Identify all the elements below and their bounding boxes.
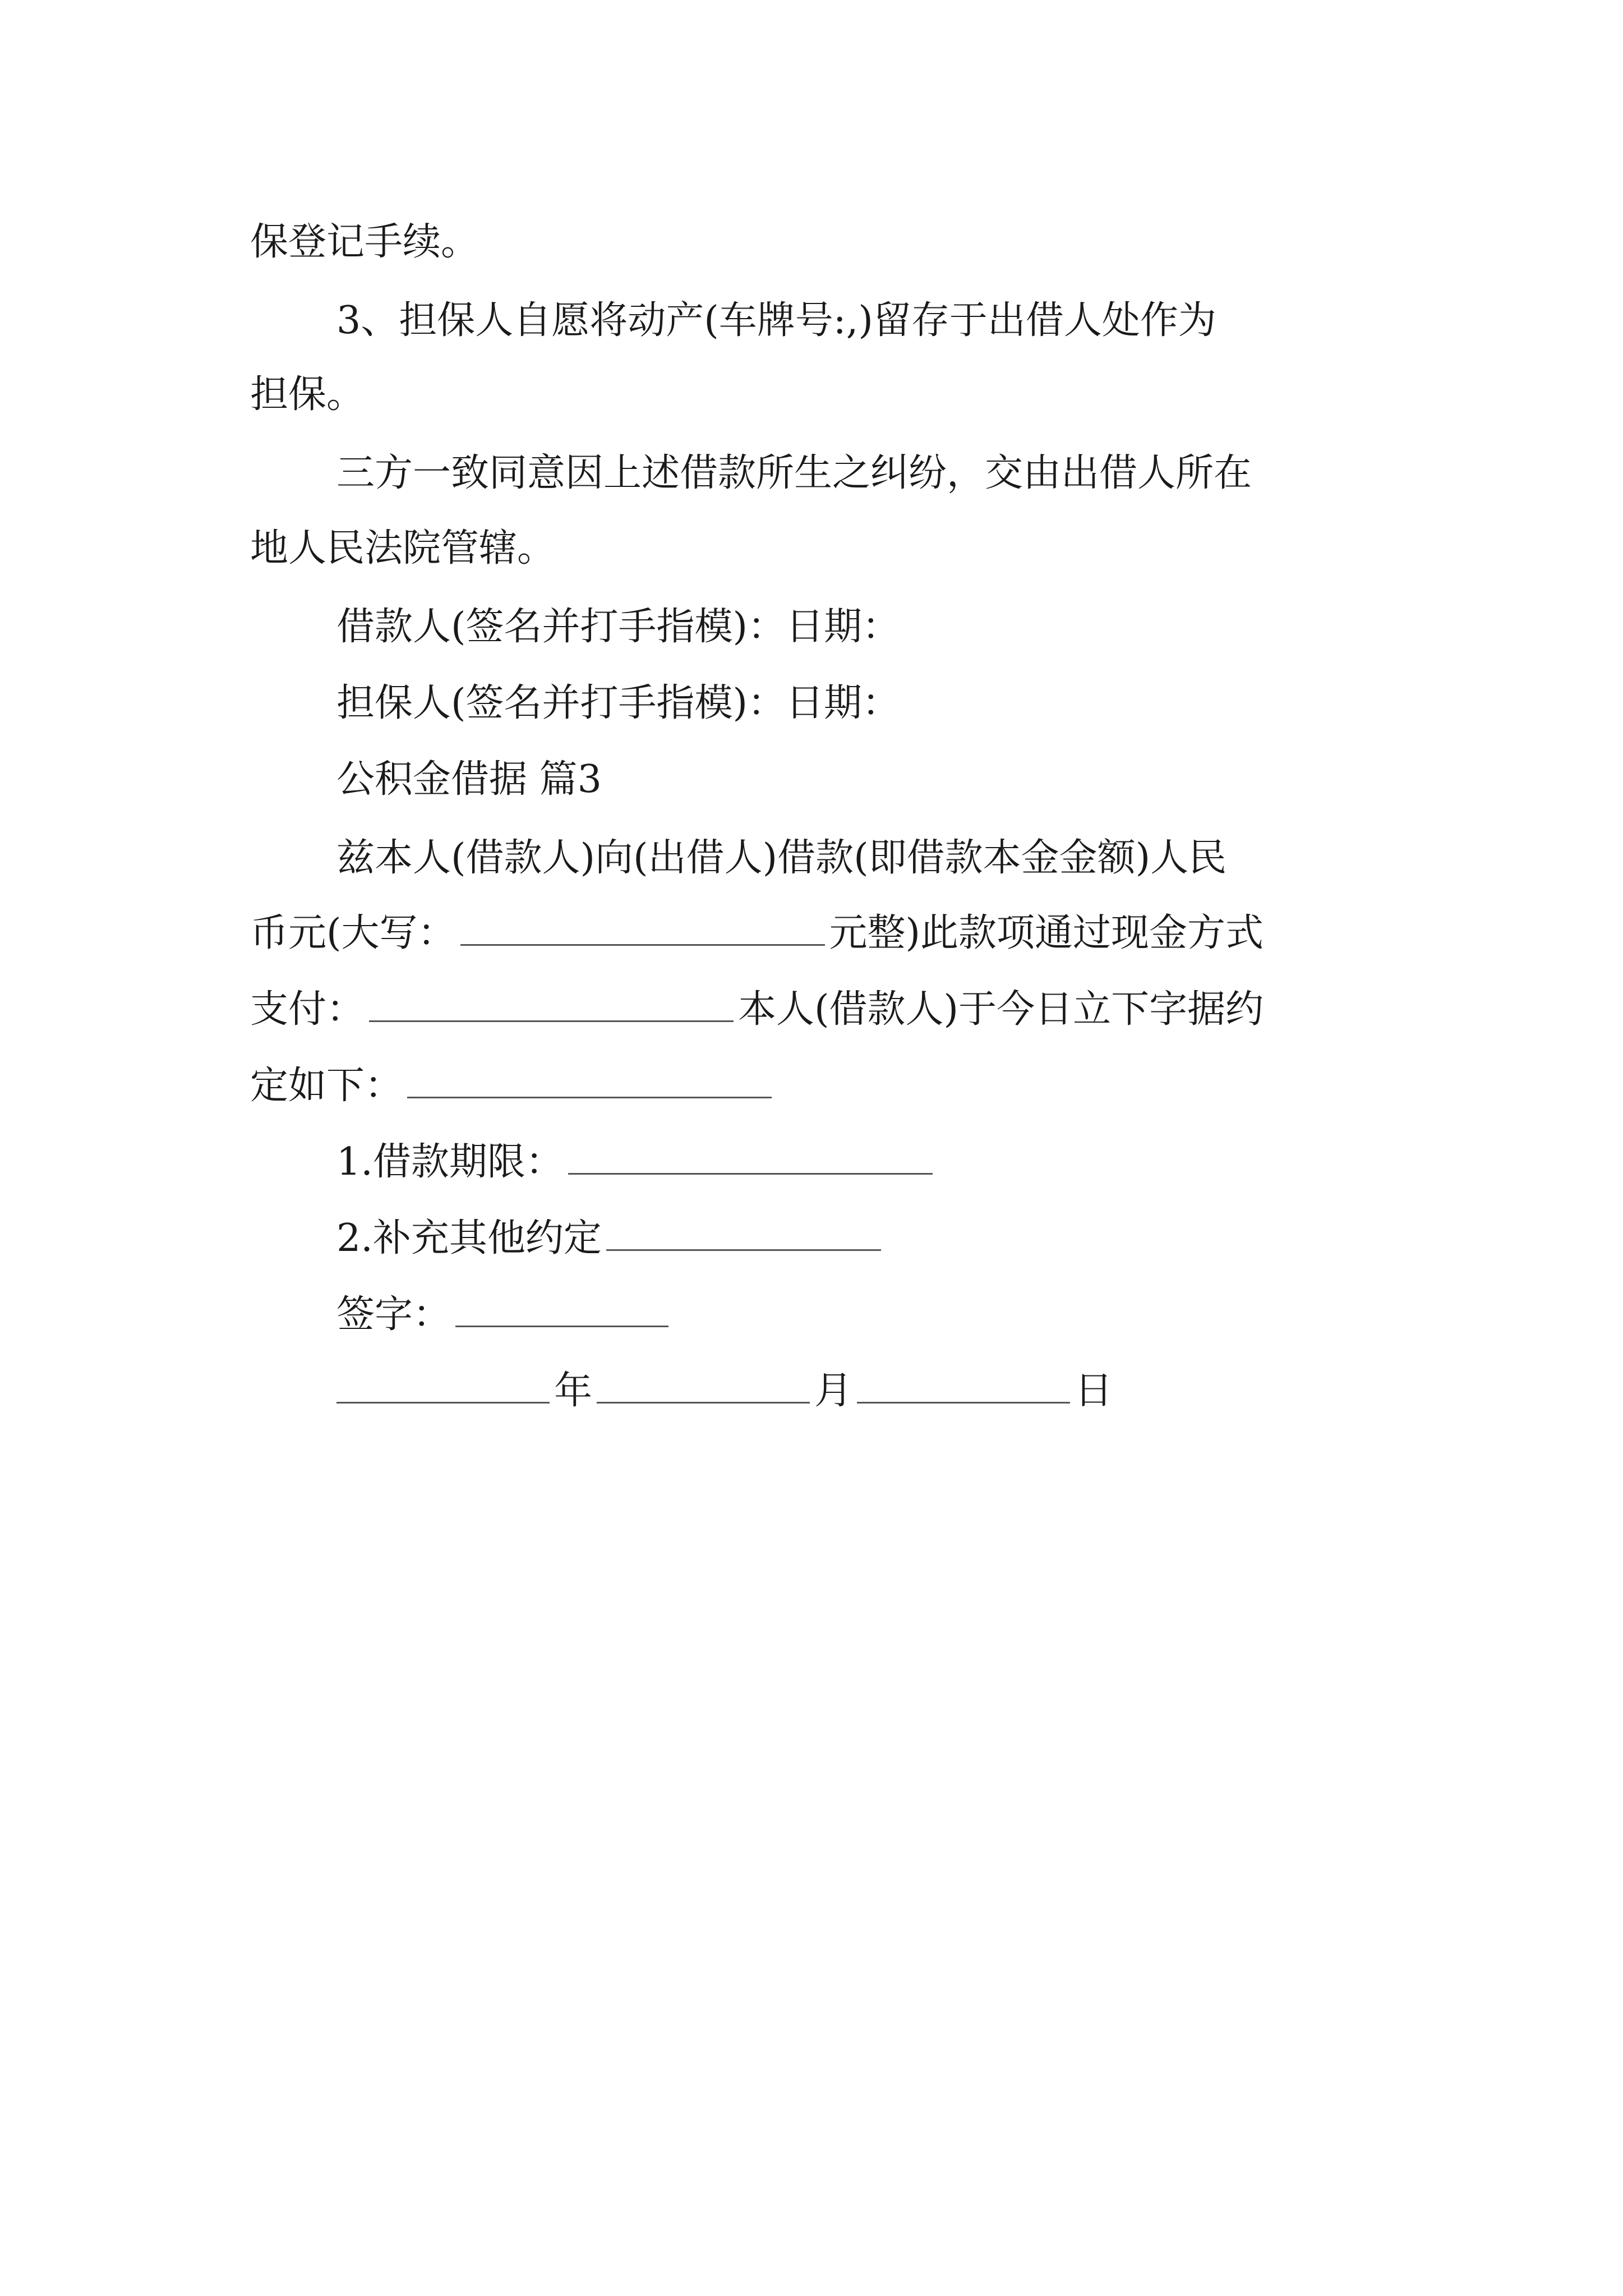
paragraph-line [250,911,1389,956]
text: 三方一致同意因上述借款所生之纠纷，交由出借人所在 [336,451,1252,495]
text: 保登记手续。 [250,220,479,264]
paragraph-line [336,836,1475,881]
text: 年 [554,1369,593,1413]
text: 借款人(签名并打手指模)：日期： [336,605,901,649]
guarantor-signature-line [336,681,1475,726]
text: 元整)此款项通过现金方式 [829,911,1264,955]
day-field[interactable] [857,1369,1070,1404]
paragraph-line [250,372,1389,417]
other-terms-line [336,1216,1475,1261]
blank-field[interactable] [407,1064,772,1098]
text: 兹本人(借款人)向(出借人)借款(即借款本金金额)人民 [336,836,1227,880]
text: 担保人(签名并打手指模)：日期： [336,681,901,725]
text: 担保。 [250,372,365,417]
paragraph-line [250,220,1389,265]
section-heading [336,757,1475,802]
paragraph-line [336,451,1475,496]
text: 地人民法院管辖。 [250,526,556,570]
borrower-signature-line [336,605,1475,650]
text: 支付： [250,987,365,1032]
date-line [336,1369,1475,1414]
text: 月 [814,1369,853,1413]
month-field[interactable] [597,1369,810,1404]
text: 定如下： [250,1064,403,1108]
text: 币元(大写： [250,911,456,955]
year-field[interactable] [336,1369,550,1404]
text: 3、担保人自愿将动产(车牌号:,)留存于出借人处作为 [336,298,1216,343]
term-line [336,1140,1475,1185]
text: 签字： [336,1292,451,1337]
blank-field[interactable] [369,988,734,1022]
paragraph-line [250,1064,1389,1108]
blank-field[interactable] [568,1140,933,1175]
text: 公积金借据 篇3 [336,757,602,802]
text: 日 [1075,1369,1113,1413]
paragraph-line [336,298,1389,343]
blank-field[interactable] [455,1293,668,1327]
paragraph-line [250,526,1389,571]
text: 本人(借款人)于今日立下字据约 [738,987,1264,1032]
text: 1.借款期限： [336,1140,564,1184]
blank-field[interactable] [460,912,825,946]
blank-field[interactable] [606,1217,881,1251]
text: 2.补充其他约定 [336,1216,602,1260]
paragraph-line [250,987,1389,1032]
signature-line [336,1292,1475,1337]
